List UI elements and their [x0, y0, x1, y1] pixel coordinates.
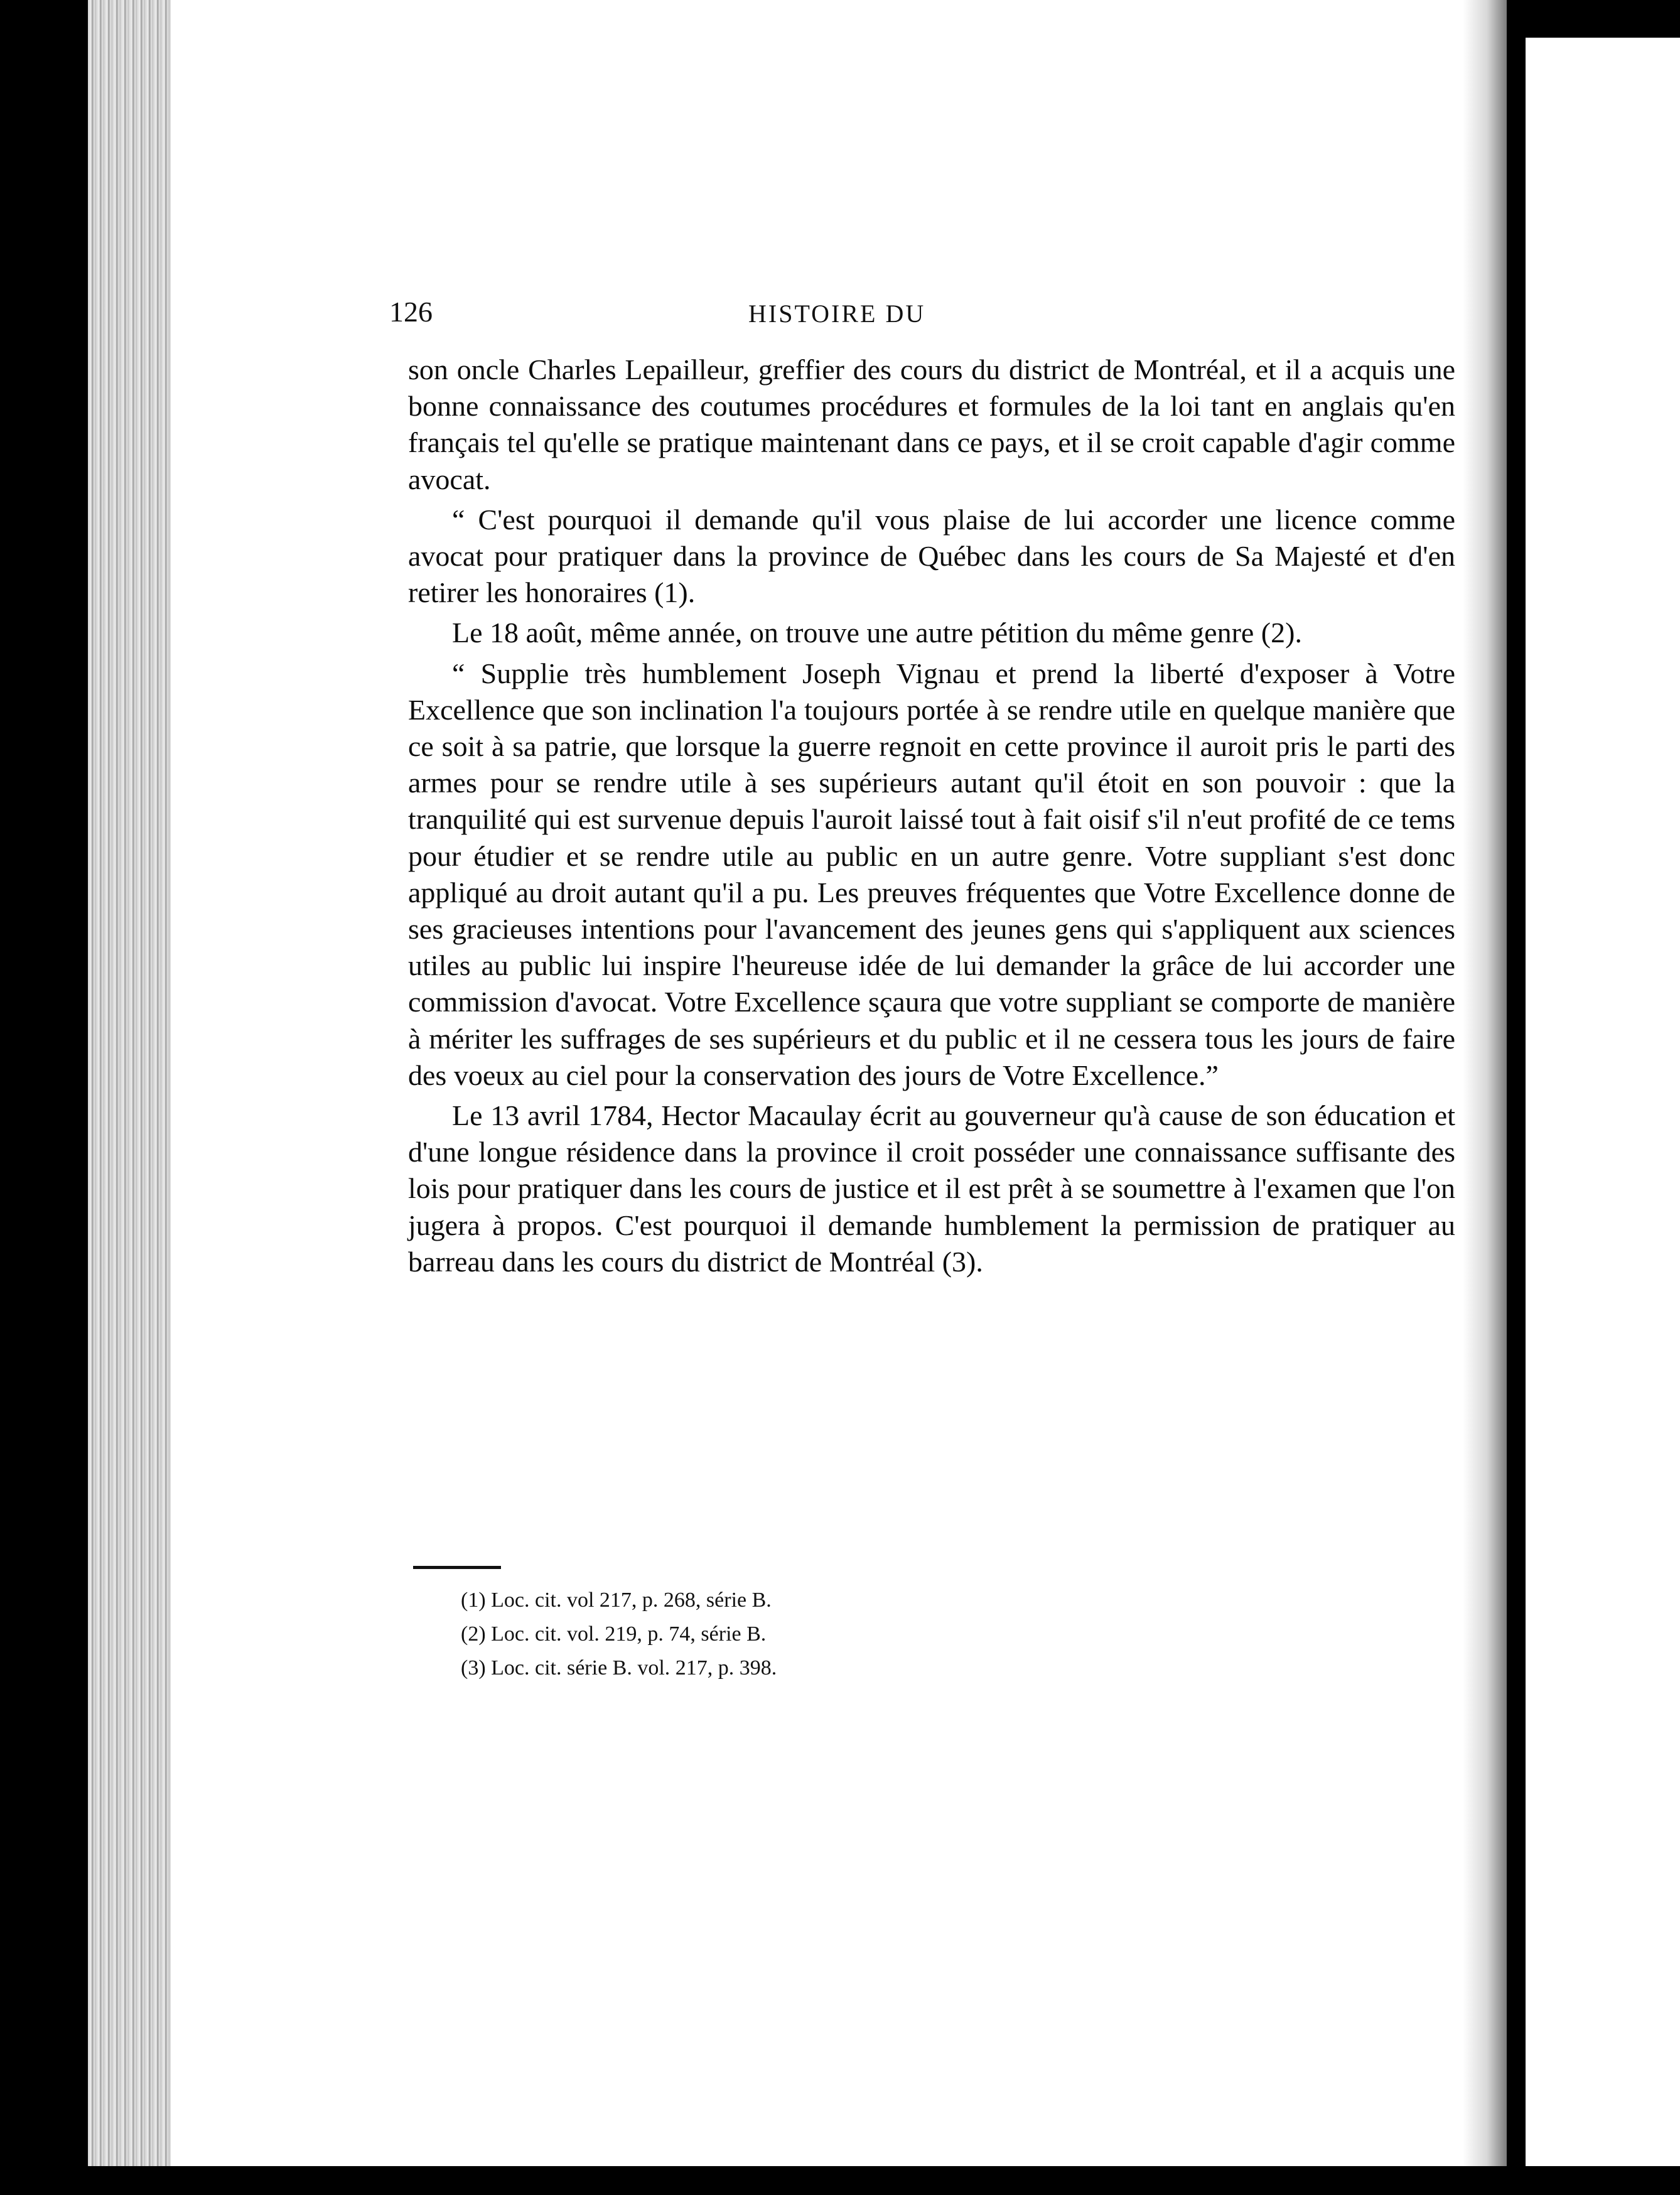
page-number: 126	[389, 296, 433, 328]
book-page	[171, 0, 1487, 2166]
footnote: (1) Loc. cit. vol 217, p. 268, série B.	[461, 1588, 772, 1612]
page-header	[171, 295, 1487, 339]
paragraph: Le 13 avril 1784, Hector Macaulay écrit au gouverneur qu'à cause de son éducation et d'une longue résidence dans la province il croit posséder une connaissance suffisante des lois pour pratiquer dans les cours de justice et il est prêt à se soumettre à l'examen que l'on jugera à propos. C'est pourquoi il demande humblement la permission de pratiquer au barreau dans les cours du district de Montréal (3).	[408, 1099, 1455, 1278]
paragraph: “ Supplie très humblement Joseph Vignau et prend la liberté d'exposer à Votre Excellence que son inclination l'a toujours portée à se rendre utile en quelque manière que ce soit à sa patrie, que lorsque la guerre regnoit en cette province il auroit pris le parti des armes pour se rendre utile à ses supérieurs autant qu'il étoit en son pouvoir : que la tranquilité qui est survenue depuis l'auroit laissé tout à fait oisif s'il n'eut profité de ce tems pour étudier et se rendre utile au public en un autre genre. Votre suppliant s'est donc appliqué au droit autant qu'il a pu. Les preuves fréquentes que Votre Excellence donne de ses gracieuses intentions pour l'avancement des jeunes gens qui s'appliquent aux sciences utiles au public lui inspire l'heureuse idée de lui demander la grâce de lui accorder une commission d'avocat. Votre Excellence sçaura que votre suppliant se comporte de manière à mériter les suffrages de ses supérieurs et du public et il ne cessera tous les jours de faire des voeux au ciel pour la conservation des jours de Votre Excellence.”	[408, 657, 1455, 1091]
paragraph: son oncle Charles Lepailleur, greffier des cours du district de Montréal, et il a acquis une bonne connaissance des coutumes procédures et formules de la loi tant en anglais qu'en français tel qu'elle se pratique maintenant dans ce pays, et il se croit capable d'agir comme avocat.	[408, 353, 1455, 495]
facing-page-edge	[1526, 38, 1680, 2166]
body-text	[408, 352, 1455, 1284]
footnote: (3) Loc. cit. série B. vol. 217, p. 398.	[461, 1656, 777, 1680]
book-page-edges	[88, 0, 176, 2166]
footnote-divider	[413, 1566, 501, 1569]
paragraph: Le 18 août, même année, on trouve une autre pétition du même genre (2).	[452, 617, 1302, 649]
paragraph: “ C'est pourquoi il demande qu'il vous plaise de lui accorder une licence comme avocat pour pratiquer dans la province de Québec dans les cours de Sa Majesté et d'en retirer les honoraires (1).	[408, 503, 1455, 609]
footnote: (2) Loc. cit. vol. 219, p. 74, série B.	[461, 1622, 767, 1646]
running-title: HISTOIRE DU	[748, 299, 926, 328]
spine-shadow	[1463, 0, 1507, 2166]
footnotes	[461, 1583, 777, 1685]
